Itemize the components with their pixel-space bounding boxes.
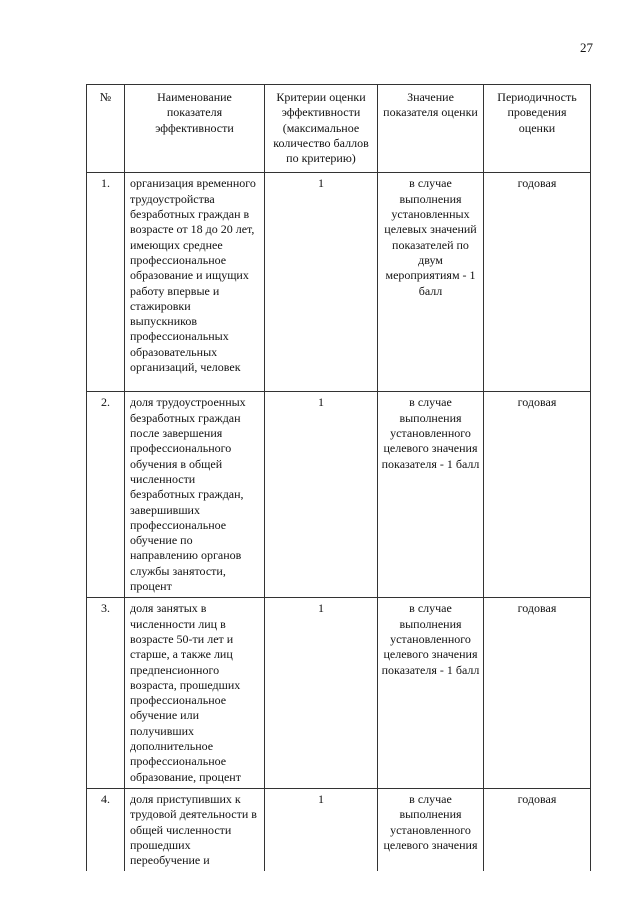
header-criteria: Критерии оценки эффективности (максимальное количество баллов по критерию) xyxy=(265,85,378,173)
indicator-name: доля занятых в численности лиц в возрасте 50-ти лет и старше, а также лиц предпенсионного возраста, прошедших профессиональное обучение или получивших дополнительное профессиональное образование, процент xyxy=(125,598,265,789)
row-number: 2. xyxy=(87,392,125,598)
periodicity: годовая xyxy=(484,392,591,598)
criterion-points: 1 xyxy=(265,598,378,789)
periodicity: годовая xyxy=(484,788,591,871)
header-indicator-value: Значение показателя оценки xyxy=(378,85,484,173)
page-number: 27 xyxy=(580,40,593,55)
periodicity: годовая xyxy=(484,598,591,789)
header-indicator-name: Наименование показателя эффективности xyxy=(125,85,265,173)
criterion-points: 1 xyxy=(265,788,378,871)
row-number: 1. xyxy=(87,173,125,392)
criterion-points: 1 xyxy=(265,173,378,392)
table-header-row xyxy=(87,85,591,173)
table-row xyxy=(87,598,591,789)
table-row xyxy=(87,173,591,392)
header-number: № xyxy=(87,85,125,173)
criterion-points: 1 xyxy=(265,392,378,598)
table-row xyxy=(87,788,591,871)
indicator-name: организация временного трудоустройства безработных граждан в возрасте от 18 до 20 лет, имеющих среднее профессиональное образование и ищущих работу впервые и стажировки выпускников профессиональных образовательных организаций, человек xyxy=(125,173,265,392)
row-number: 4. xyxy=(87,788,125,871)
indicator-value: в случае выполнения установленного целевого значения xyxy=(378,788,484,871)
indicator-name: доля приступивших к трудовой деятельности в общей численности прошедших переобучение и xyxy=(125,788,265,871)
indicator-value: в случае выполнения установленного целевого значения показателя - 1 балл xyxy=(378,598,484,789)
table-row xyxy=(87,392,591,598)
indicator-name: доля трудоустроенных безработных граждан после завершения профессионального обучения в общей численности безработных граждан, завершивших профессиональное обучение по направлению органов службы занятости, процент xyxy=(125,392,265,598)
indicator-value: в случае выполнения установленного целевого значения показателя - 1 балл xyxy=(378,392,484,598)
row-number: 3. xyxy=(87,598,125,789)
periodicity: годовая xyxy=(484,173,591,392)
indicator-value: в случае выполнения установленных целевых значений показателей по двум мероприятиям - 1 балл xyxy=(378,173,484,392)
header-periodicity: Периодичность проведения оценки xyxy=(484,85,591,173)
indicators-table xyxy=(86,84,591,871)
